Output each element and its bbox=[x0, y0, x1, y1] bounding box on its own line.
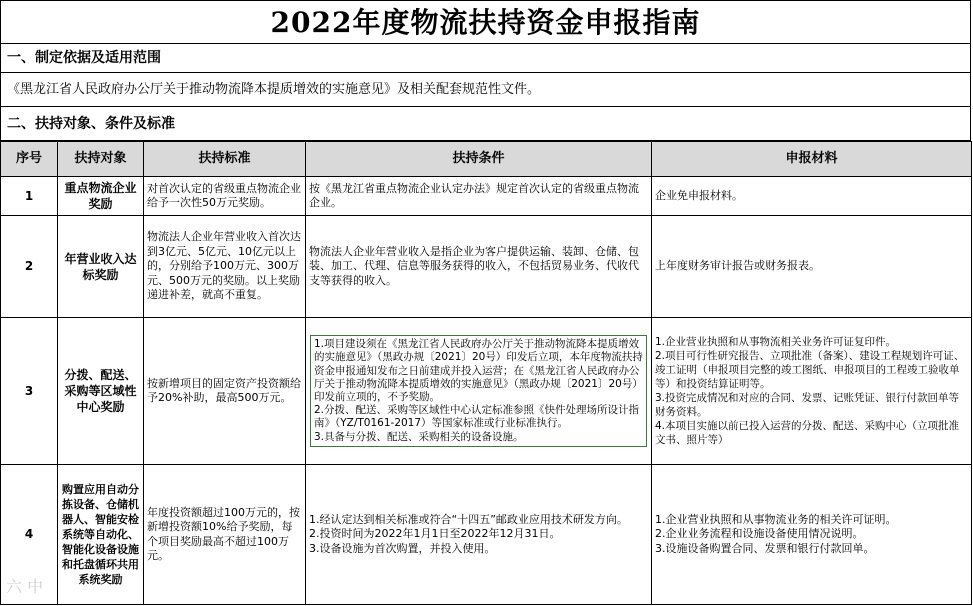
row-seq: 2 bbox=[1, 216, 58, 318]
table-header-row bbox=[1, 142, 972, 177]
row-seq: 4 bbox=[1, 465, 58, 605]
header-condition: 扶持条件 bbox=[306, 142, 652, 177]
row-condition: 按《黑龙江省重点物流企业认定办法》规定首次认定的省级重点物流企业。 bbox=[306, 177, 652, 216]
row-materials: 企业免申报材料。 bbox=[652, 177, 972, 216]
row-object: 重点物流企业奖励 bbox=[58, 177, 144, 216]
page-title: 2022年度物流扶持资金申报指南 bbox=[0, 0, 971, 44]
support-table bbox=[0, 141, 972, 605]
section2-heading: 二、扶持对象、条件及标准 bbox=[0, 107, 971, 141]
section1-text: 《黑龙江省人民政府办公厅关于推动物流降本提质增效的实施意见》及相关配套规范性文件。 bbox=[0, 73, 971, 107]
row-condition-text: 1.项目建设须在《黑龙江省人民政府办公厅关于推动物流降本提质增效的实施意见》（黑政办规〔2021〕20号）印发后立项，本年度物流扶持资金申报通知发布之日前建成并投入运营；在《黑龙江省人民政府办公厅关于推动物流降本提质增效的实施意见》（黑政办规〔2021〕20号）印发前立项的，不予奖励。 2.分拨、配送、采购等区域性中心认定标准参照《快件处理场所设计指南》（YZ/T0161-2017）等国家标准或行业标准执行。 3.具备与分拨、配送、采购相关的设备设施。 bbox=[310, 335, 647, 447]
row-condition: 物流法人企业年营业收入是指企业为客户提供运输、装卸、仓储、包装、加工、代理、信息等服务获得的收入，不包括贸易业务、代收代支等获得的收入。 bbox=[306, 216, 652, 318]
row-condition bbox=[306, 318, 652, 465]
table-row bbox=[1, 216, 972, 318]
row-standard: 年度投资额超过100万元的，按新增投资额10%给予奖励，每个项目奖励最高不超过100万元。 bbox=[144, 465, 306, 605]
watermark-logo: 六 中 bbox=[6, 577, 44, 596]
row-materials: 1.企业营业执照和从事物流业务的相关许可证明。 2.企业业务流程和设施设备使用情况说明。 3.设施设备购置合同、发票和银行付款回单。 bbox=[652, 465, 972, 605]
header-object: 扶持对象 bbox=[58, 142, 144, 177]
section1-heading: 一、制定依据及适用范围 bbox=[0, 44, 971, 73]
row-standard: 物流法人企业年营业收入首次达到3亿元、5亿元、10亿元以上的，分别给予100万元、300万元、500万元的奖励。以上奖励递进补差，就高不重复。 bbox=[144, 216, 306, 318]
row-seq: 3 bbox=[1, 318, 58, 465]
row-materials: 上年度财务审计报告或财务报表。 bbox=[652, 216, 972, 318]
row-object: 年营业收入达标奖励 bbox=[58, 216, 144, 318]
row-standard: 按新增项目的固定资产投资额给予20%补助，最高500万元。 bbox=[144, 318, 306, 465]
row-condition: 1.经认定达到相关标准或符合“十四五”邮政业应用技术研发方向。 2.投资时间为2022年1月1日至2022年12月31日。 3.设备设施为首次购置，并投入使用。 bbox=[306, 465, 652, 605]
table-row bbox=[1, 318, 972, 465]
header-seq: 序号 bbox=[1, 142, 58, 177]
row-standard: 对首次认定的省级重点物流企业给予一次性50万元奖励。 bbox=[144, 177, 306, 216]
table-row bbox=[1, 465, 972, 605]
row-materials: 1.企业营业执照和从事物流相关业务许可证复印件。 2.项目可行性研究报告、立项批准（备案）、建设工程规划许可证、竣工证明（申报项目完整的竣工图纸、申报项目的工程竣工验收单等）和投资结算证明等。 3.投资完成情况和对应的合同、发票、记账凭证、银行付款回单等财务资料。 4.本项目实施以前已投入运营的分拨、配送、采购中心（立项批准文书、照片等） bbox=[652, 318, 972, 465]
row-object: 分拨、配送、采购等区域性中心奖励 bbox=[58, 318, 144, 465]
table-row bbox=[1, 177, 972, 216]
row-object: 购置应用自动分拣设备、仓储机器人、智能安检系统等自动化、智能化设备设施和托盘循环共用系统奖励 bbox=[58, 465, 144, 605]
header-standard: 扶持标准 bbox=[144, 142, 306, 177]
row-seq: 1 bbox=[1, 177, 58, 216]
header-materials: 申报材料 bbox=[652, 142, 972, 177]
